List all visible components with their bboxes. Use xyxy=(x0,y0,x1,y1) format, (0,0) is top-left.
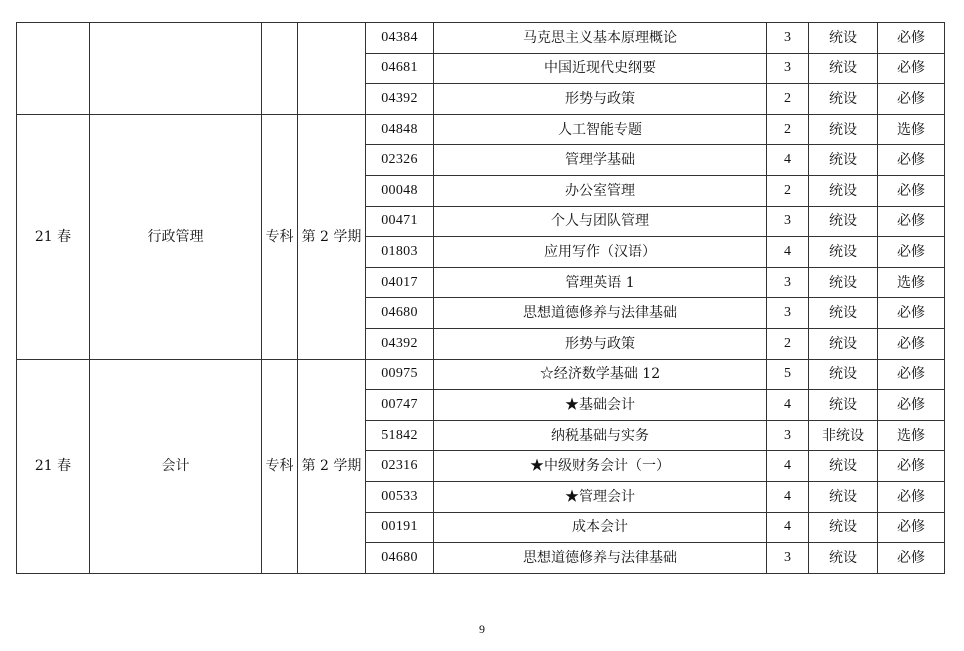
course-type-cell: 必修 xyxy=(878,53,945,84)
exam-type-cell: 统设 xyxy=(809,267,878,298)
major-cell xyxy=(90,23,262,115)
term-cell xyxy=(298,23,366,115)
course-type-cell: 必修 xyxy=(878,23,945,54)
course-code-cell: 04848 xyxy=(366,114,434,145)
course-type-cell: 选修 xyxy=(878,114,945,145)
course-code-cell: 00975 xyxy=(366,359,434,390)
course-type-cell: 必修 xyxy=(878,84,945,115)
table-row xyxy=(17,359,945,390)
course-name-cell: 思想道德修养与法律基础 xyxy=(434,543,767,574)
credit-cell: 4 xyxy=(767,512,809,543)
course-name-cell: 思想道德修养与法律基础 xyxy=(434,298,767,329)
exam-type-cell: 统设 xyxy=(809,328,878,359)
credit-cell: 2 xyxy=(767,114,809,145)
course-name-cell: 中国近现代史纲要 xyxy=(434,53,767,84)
exam-type-cell: 统设 xyxy=(809,206,878,237)
exam-type-cell: 统设 xyxy=(809,237,878,268)
credit-cell: 3 xyxy=(767,206,809,237)
major-cell: 会计 xyxy=(90,359,262,573)
credit-cell: 2 xyxy=(767,328,809,359)
term-cell: 第 2 学期 xyxy=(298,114,366,359)
credit-cell: 4 xyxy=(767,390,809,421)
course-type-cell: 必修 xyxy=(878,451,945,482)
exam-type-cell: 统设 xyxy=(809,451,878,482)
course-type-cell: 必修 xyxy=(878,206,945,237)
exam-type-cell: 统设 xyxy=(809,390,878,421)
level-cell xyxy=(262,23,298,115)
course-code-cell: 01803 xyxy=(366,237,434,268)
page-number: 9 xyxy=(479,622,485,636)
course-name-cell: 应用写作（汉语） xyxy=(434,237,767,268)
credit-cell: 4 xyxy=(767,237,809,268)
exam-type-cell: 统设 xyxy=(809,145,878,176)
course-name-cell: 管理学基础 xyxy=(434,145,767,176)
credit-cell: 2 xyxy=(767,84,809,115)
course-type-cell: 必修 xyxy=(878,298,945,329)
course-name-cell: ☆经济数学基础 12 xyxy=(434,359,767,390)
course-table xyxy=(16,22,945,574)
course-code-cell: 04017 xyxy=(366,267,434,298)
exam-type-cell: 统设 xyxy=(809,481,878,512)
course-code-cell: 04392 xyxy=(366,84,434,115)
credit-cell: 3 xyxy=(767,23,809,54)
exam-type-cell: 统设 xyxy=(809,512,878,543)
course-code-cell: 00191 xyxy=(366,512,434,543)
course-code-cell: 02326 xyxy=(366,145,434,176)
course-code-cell: 04680 xyxy=(366,543,434,574)
exam-type-cell: 统设 xyxy=(809,23,878,54)
exam-type-cell: 统设 xyxy=(809,114,878,145)
course-name-cell: 人工智能专题 xyxy=(434,114,767,145)
course-code-cell: 04392 xyxy=(366,328,434,359)
semester-cell: 21 春 xyxy=(17,359,90,573)
course-name-cell: 办公室管理 xyxy=(434,175,767,206)
semester-cell: 21 春 xyxy=(17,114,90,359)
level-cell: 专科 xyxy=(262,114,298,359)
course-name-cell: 形势与政策 xyxy=(434,84,767,115)
course-name-cell: ★管理会计 xyxy=(434,481,767,512)
credit-cell: 3 xyxy=(767,420,809,451)
course-name-cell: ★基础会计 xyxy=(434,390,767,421)
course-code-cell: 04384 xyxy=(366,23,434,54)
course-code-cell: 00747 xyxy=(366,390,434,421)
credit-cell: 2 xyxy=(767,175,809,206)
course-name-cell: 形势与政策 xyxy=(434,328,767,359)
course-code-cell: 51842 xyxy=(366,420,434,451)
course-name-cell: ★中级财务会计（一） xyxy=(434,451,767,482)
exam-type-cell: 统设 xyxy=(809,175,878,206)
term-cell: 第 2 学期 xyxy=(298,359,366,573)
course-type-cell: 必修 xyxy=(878,390,945,421)
course-type-cell: 必修 xyxy=(878,328,945,359)
course-type-cell: 必修 xyxy=(878,145,945,176)
course-name-cell: 个人与团队管理 xyxy=(434,206,767,237)
exam-type-cell: 统设 xyxy=(809,298,878,329)
credit-cell: 3 xyxy=(767,53,809,84)
exam-type-cell: 统设 xyxy=(809,543,878,574)
course-type-cell: 选修 xyxy=(878,267,945,298)
credit-cell: 4 xyxy=(767,451,809,482)
table-row xyxy=(17,23,945,54)
course-code-cell: 04681 xyxy=(366,53,434,84)
course-code-cell: 02316 xyxy=(366,451,434,482)
course-type-cell: 必修 xyxy=(878,543,945,574)
credit-cell: 4 xyxy=(767,481,809,512)
course-name-cell: 马克思主义基本原理概论 xyxy=(434,23,767,54)
course-type-cell: 必修 xyxy=(878,512,945,543)
credit-cell: 3 xyxy=(767,267,809,298)
credit-cell: 5 xyxy=(767,359,809,390)
course-name-cell: 纳税基础与实务 xyxy=(434,420,767,451)
course-name-cell: 成本会计 xyxy=(434,512,767,543)
course-type-cell: 必修 xyxy=(878,237,945,268)
exam-type-cell: 统设 xyxy=(809,53,878,84)
table-row xyxy=(17,114,945,145)
exam-type-cell: 统设 xyxy=(809,359,878,390)
credit-cell: 4 xyxy=(767,145,809,176)
table-body xyxy=(17,23,945,574)
exam-type-cell: 非统设 xyxy=(809,420,878,451)
course-code-cell: 00471 xyxy=(366,206,434,237)
course-name-cell: 管理英语 1 xyxy=(434,267,767,298)
course-type-cell: 必修 xyxy=(878,481,945,512)
course-type-cell: 必修 xyxy=(878,359,945,390)
level-cell: 专科 xyxy=(262,359,298,573)
credit-cell: 3 xyxy=(767,543,809,574)
course-type-cell: 必修 xyxy=(878,175,945,206)
course-code-cell: 00048 xyxy=(366,175,434,206)
exam-type-cell: 统设 xyxy=(809,84,878,115)
credit-cell: 3 xyxy=(767,298,809,329)
course-code-cell: 04680 xyxy=(366,298,434,329)
semester-cell xyxy=(17,23,90,115)
course-code-cell: 00533 xyxy=(366,481,434,512)
major-cell: 行政管理 xyxy=(90,114,262,359)
course-type-cell: 选修 xyxy=(878,420,945,451)
